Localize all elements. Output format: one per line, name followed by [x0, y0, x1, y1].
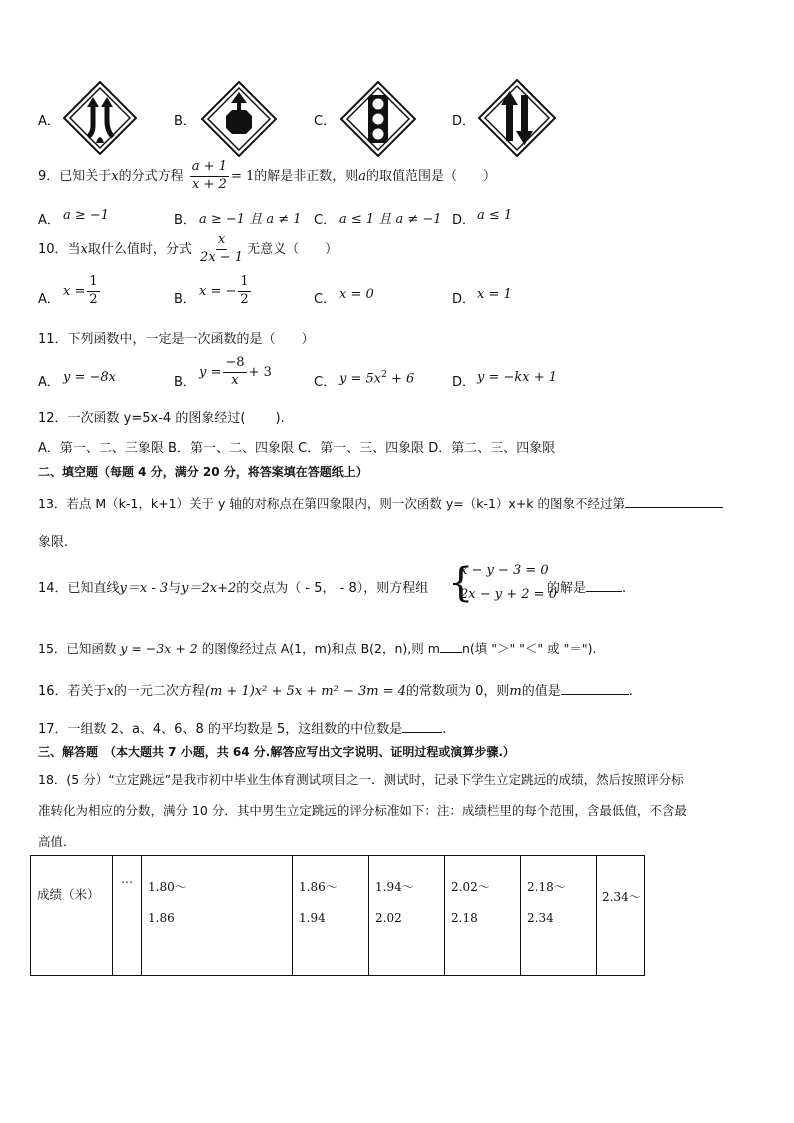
traffic-light-sign-icon	[340, 81, 416, 157]
q10-frac-den: 2x − 1	[200, 249, 244, 265]
option-c-label: C．	[314, 114, 337, 129]
question-15-stem	[38, 639, 596, 657]
q11-c-post: + 6	[386, 371, 415, 387]
q10-a-den: 2	[89, 291, 98, 307]
q14-end: .	[622, 581, 627, 596]
q11-option-c-label: C．	[314, 375, 337, 390]
q10-option-b[interactable]	[199, 275, 253, 308]
range-low: 2.18～	[527, 880, 566, 894]
q15-function: y = −3x + 2	[120, 641, 198, 656]
q17-end: .	[442, 722, 447, 737]
q9-eq: = 1	[230, 168, 255, 184]
q14-eq2: 2x − y + 2 = 0	[460, 587, 557, 602]
q11-option-d[interactable]: y = −kx + 1	[477, 370, 558, 385]
q10-b-den: 2	[240, 291, 249, 307]
q10-b-num: 1	[238, 275, 250, 292]
q10-prefix: 10．当	[38, 241, 81, 257]
q9-option-c-label: C．	[314, 213, 337, 228]
table-cell	[293, 856, 369, 976]
question-10-stem	[38, 233, 338, 266]
stop-ahead-sign-icon	[201, 81, 277, 157]
q16-answer-blank[interactable]	[561, 693, 629, 695]
q11-option-a-label: A．	[38, 375, 60, 390]
table-cell	[597, 856, 645, 976]
question-17-stem	[38, 718, 446, 737]
q14-and: 与	[168, 581, 182, 596]
range-low: 2.02～	[451, 880, 490, 894]
question-13-line1	[38, 494, 723, 512]
q9-var-a: a	[358, 168, 367, 184]
q10-a-pre: x =	[63, 283, 86, 299]
q13-text: 13．若点 M（k-1，k+1）关于 y 轴的对称点在第四象限内，则一次函数 y=（k-1）x+k 的图象不经过第	[38, 496, 626, 511]
q10-a-frac	[87, 275, 99, 308]
merge-lanes-sign-icon	[63, 81, 137, 155]
question-9-stem	[38, 160, 496, 193]
q14-line1: y＝x - 3	[119, 581, 169, 596]
q11-option-a[interactable]: y = −8x	[63, 370, 116, 385]
q14-suffix: 的解是	[547, 581, 587, 596]
question-18-line2: 准转化为相应的分数，满分 10 分．其中男生立定跳远的评分标准如下：注：成绩栏里的每个范围，含最低值，不含最	[38, 803, 687, 818]
range-high: 2.18	[451, 911, 478, 925]
q9-option-d-label: D．	[452, 213, 476, 228]
q16-suffix1: 的常数项为 0，则	[406, 684, 510, 699]
range-low: 1.86～	[299, 880, 338, 894]
section-2-heading: 二、填空题（每题 4 分，满分 20 分，将答案填在答题纸上）	[38, 465, 368, 479]
q15-mid: n(填 "＞" "＜" 或 "＝").	[461, 641, 597, 656]
q10-option-d[interactable]: x = 1	[477, 287, 512, 302]
q16-var-m: m	[509, 684, 522, 699]
question-16-stem	[38, 680, 633, 699]
q9-frac-num: a + 1	[190, 160, 229, 177]
q9-suffix2: 的取值范围是（ ）	[366, 168, 497, 184]
question-18-line3: 高值．	[38, 834, 76, 849]
q16-var-x: x	[106, 684, 114, 699]
table-cell	[142, 856, 293, 976]
q16-end: .	[628, 684, 633, 699]
table-ellipsis: …	[121, 872, 133, 886]
option-b-label: B．	[174, 114, 196, 129]
q9-option-a-label: A．	[38, 213, 60, 228]
q10-option-a[interactable]	[63, 275, 102, 308]
range-low: 1.94～	[375, 880, 414, 894]
q14-mid: 的交点为（ - 5， - 8），则方程组	[236, 581, 429, 596]
q9-suffix1: 的解是非正数，则	[254, 168, 359, 184]
question-12-stem: 12．一次函数 y=5x-4 的图象经过( ).	[38, 411, 285, 426]
q13-answer-blank[interactable]	[625, 506, 723, 508]
option-a-label: A．	[38, 114, 60, 129]
q16-mid: 的一元二次方程	[113, 684, 205, 699]
q14-prefix: 14．已知直线	[38, 581, 120, 596]
q10-option-d-label: D．	[452, 292, 476, 307]
q11-b-num: −8	[223, 356, 246, 373]
q9-fraction	[190, 160, 229, 193]
section-3-heading: 三、解答题 （本大题共 7 小题，共 64 分.解答应写出文字说明、证明过程或演算步骤.）	[38, 745, 515, 759]
q11-b-frac	[223, 356, 246, 389]
q14-eq1: x − y − 3 = 0	[460, 563, 549, 578]
q16-prefix: 16．若关于	[38, 684, 107, 699]
q9-var-x: x	[111, 168, 119, 184]
q11-option-d-label: D．	[452, 375, 476, 390]
q10-option-a-label: A．	[38, 292, 60, 307]
range-high: 1.86	[148, 911, 175, 925]
q10-mid: 取什么值时，分式	[87, 241, 192, 257]
q9-frac-den: x + 2	[191, 176, 227, 192]
question-11-stem: 11．下列函数中，一定是一次函数的是（ ）	[38, 332, 315, 347]
range-last: 2.34～	[602, 890, 641, 904]
q14-suffix-group	[547, 577, 626, 596]
score-table	[30, 855, 645, 976]
q14-answer-blank[interactable]	[586, 590, 622, 592]
q10-b-pre: x = −	[199, 283, 237, 299]
question-12-options[interactable]: A．第一、二、三象限 B．第一、二、四象限 C．第一、三、四象限 D．第二、三、四象限	[38, 441, 556, 456]
q10-b-frac	[238, 275, 250, 308]
q10-option-b-label: B．	[174, 292, 196, 307]
q16-equation: (m + 1)x² + 5x + m² − 3m = 4	[204, 684, 406, 699]
table-cell	[369, 856, 445, 976]
q16-suffix2: 的值是	[521, 684, 561, 699]
q10-suffix: 无意义（ ）	[247, 241, 339, 257]
q15-prefix: 15．已知函数	[38, 641, 117, 656]
q9-option-b[interactable]: a ≥ −1 且 a ≠ 1	[199, 212, 302, 227]
q15-answer-blank[interactable]	[440, 651, 462, 653]
table-cell	[445, 856, 521, 976]
q10-option-c[interactable]: x = 0	[339, 287, 374, 302]
table-row	[31, 856, 645, 976]
q9-option-c[interactable]: a ≤ 1 且 a ≠ −1	[339, 212, 442, 227]
q15-suffix: 的图像经过点 A(1，m)和点 B(2，n),则 m	[201, 641, 440, 656]
q11-b-den: x	[231, 372, 239, 388]
q9-option-a[interactable]: a ≥ −1	[63, 208, 110, 223]
q9-mid: 的分式方程	[118, 168, 184, 184]
q9-option-d[interactable]: a ≤ 1	[477, 208, 513, 223]
range-high: 2.02	[375, 911, 402, 925]
range-high: 1.94	[299, 911, 326, 925]
q10-option-c-label: C．	[314, 292, 337, 307]
q17-answer-blank[interactable]	[402, 731, 442, 733]
table-header-cell	[31, 856, 113, 976]
question-14-stem	[38, 577, 428, 596]
q11-option-b[interactable]	[199, 356, 272, 389]
q17-text: 17．一组数 2、a、4、6、8 的平均数是 5，这组数的中位数是	[38, 722, 403, 737]
q10-frac-num: x	[216, 233, 227, 250]
option-d-label: D．	[452, 114, 476, 129]
q10-fraction	[198, 233, 245, 266]
q9-option-b-label: B．	[174, 213, 196, 228]
range-low: 1.80～	[148, 880, 187, 894]
q11-option-c[interactable]	[339, 370, 414, 386]
range-high: 2.34	[527, 911, 554, 925]
q11-c-pre: y = 5x	[339, 371, 382, 387]
q10-var-x: x	[80, 241, 88, 257]
question-18-line1: 18．(5 分）“立定跳远”是我市初中毕业生体育测试项目之一．测试时，记录下学生立定跳远的成绩，然后按照评分标	[38, 772, 684, 787]
q14-line2: y＝2x+2	[181, 581, 237, 596]
table-cell	[521, 856, 597, 976]
table-header-label: 成绩（米）	[37, 887, 100, 902]
q11-c-sup: 2	[381, 370, 387, 380]
q14-system-brace: {	[448, 560, 474, 606]
table-ellipsis-cell	[113, 856, 142, 976]
q10-a-num: 1	[87, 275, 99, 292]
q11-b-pre: y =	[199, 364, 222, 380]
q9-prefix: 9．已知关于	[38, 168, 112, 184]
q11-b-post: + 3	[248, 364, 272, 380]
q11-option-b-label: B．	[174, 375, 196, 390]
two-way-traffic-sign-icon	[478, 79, 556, 157]
question-13-line2: 象限.	[38, 535, 69, 550]
